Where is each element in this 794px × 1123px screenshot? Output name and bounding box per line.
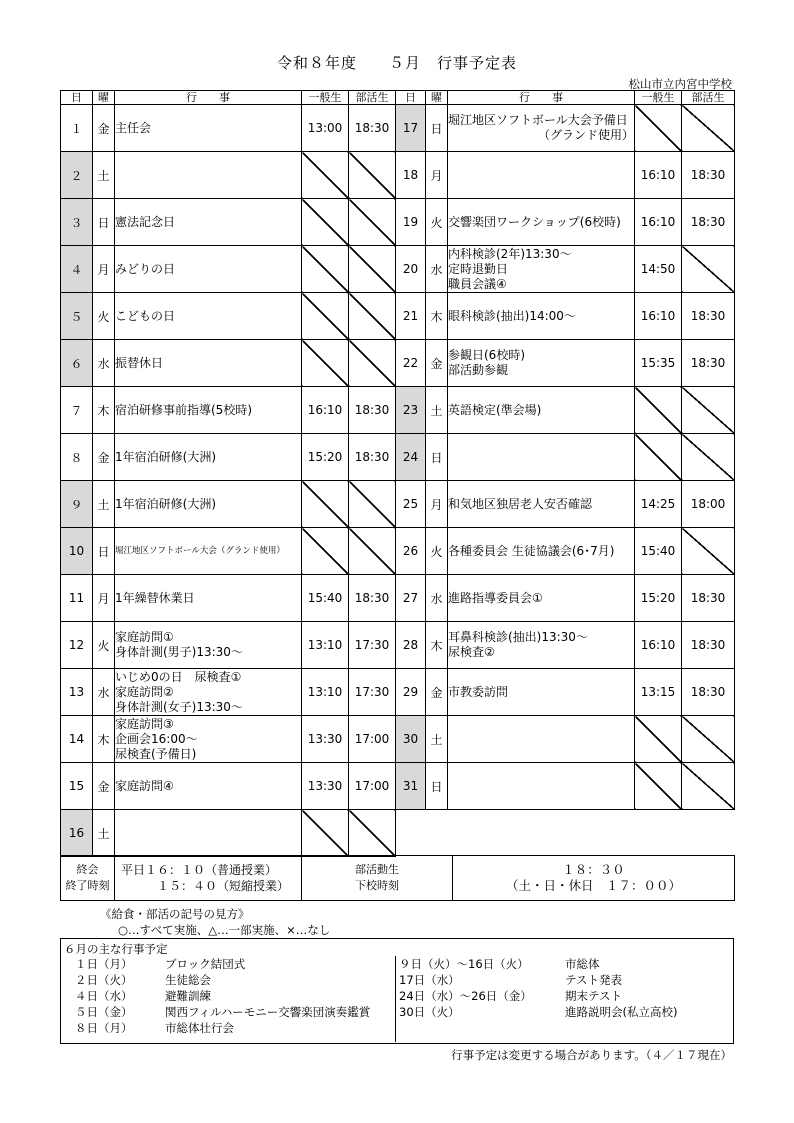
day-cell: 11 (61, 575, 93, 622)
no-time-slash (682, 716, 735, 763)
weekday-cell: 木 (93, 387, 115, 434)
club-time: 18:30 (682, 340, 735, 387)
weekday-cell: 木 (426, 293, 448, 340)
june-left-list (75, 956, 370, 1036)
weekday-time-short: １５：４０（短縮授業） (145, 879, 290, 893)
weekday-cell: 木 (426, 622, 448, 669)
day-cell: 16 (61, 810, 93, 857)
legend-text: ○…すべて実施、△…一部実施、×…なし (118, 923, 331, 937)
list-item (75, 956, 370, 972)
day-cell: 28 (396, 622, 426, 669)
weekday-cell: 月 (93, 246, 115, 293)
june-date: ５日（金） (75, 1005, 133, 1019)
legend-title: 《給食・部活の記号の見方》 (100, 907, 250, 921)
event-cell: 和気地区独居老人安否確認 (448, 481, 635, 528)
club-dismiss-label (302, 856, 453, 901)
club-dismiss-holiday: （土・日・休日 １７：００） (505, 878, 681, 893)
weekday-cell: 土 (426, 716, 448, 763)
general-time: 15:40 (635, 528, 682, 575)
no-time-slash (302, 246, 349, 293)
day-cell: ７ (61, 387, 93, 434)
no-time-slash (302, 528, 349, 575)
header-club: 部活生 (682, 91, 735, 105)
no-time-slash (302, 199, 349, 246)
june-event: テスト発表 (565, 973, 623, 987)
day-cell: 22 (396, 340, 426, 387)
weekday-cell: 月 (426, 152, 448, 199)
table-row (61, 340, 735, 387)
header-row (61, 91, 735, 105)
june-event: ブロック結団式 (165, 957, 246, 971)
event-text: 堀江地区ソフトボール大会予備日 (448, 113, 628, 127)
event-cell (448, 434, 635, 481)
event-cell: 1年宿泊研修(大洲) (115, 434, 302, 481)
no-time-slash (349, 528, 396, 575)
weekday-cell: 月 (93, 575, 115, 622)
day-cell: 24 (396, 434, 426, 481)
weekday-cell: 火 (93, 622, 115, 669)
day-cell: ３ (61, 199, 93, 246)
club-dismiss-label-2: 下校時刻 (355, 879, 399, 892)
event-cell (115, 152, 302, 199)
club-time: 18:30 (682, 575, 735, 622)
day-cell: 26 (396, 528, 426, 575)
event-cell: 交響楽団ワークショップ(6校時) (448, 199, 635, 246)
general-time: 13:15 (635, 669, 682, 716)
weekday-cell: 水 (426, 575, 448, 622)
table-row (61, 199, 735, 246)
list-item (399, 988, 677, 1004)
day-cell: 19 (396, 199, 426, 246)
day-cell: ９ (61, 481, 93, 528)
event-cell: 家庭訪問④ (115, 763, 302, 810)
club-time: 18:30 (349, 387, 396, 434)
day-cell: 10 (61, 528, 93, 575)
day-cell: 15 (61, 763, 93, 810)
event-cell: 英語検定(準会場) (448, 387, 635, 434)
no-time-slash (302, 152, 349, 199)
event-cell: 主任会 (115, 105, 302, 152)
general-time: 13:00 (302, 105, 349, 152)
event-cell: 参観日(6校時) 部活動参観 (448, 340, 635, 387)
day-cell: 17 (396, 105, 426, 152)
event-cell: みどりの日 (115, 246, 302, 293)
weekday-cell: 金 (93, 763, 115, 810)
list-item (399, 956, 677, 972)
june-event: 期末テスト (565, 989, 623, 1003)
school-name: 松山市立内宮中学校 (628, 77, 732, 91)
weekday-cell: 土 (93, 481, 115, 528)
day-cell: １ (61, 105, 93, 152)
weekday-cell: 金 (93, 105, 115, 152)
weekday-cell: 金 (426, 669, 448, 716)
page-title: 令和８年度 ５月 行事予定表 (276, 54, 517, 72)
day-cell: ４ (61, 246, 93, 293)
club-time: 18:30 (682, 152, 735, 199)
list-item (75, 988, 370, 1004)
event-cell: 宿泊研修事前指導(5校時) (115, 387, 302, 434)
day-cell: 20 (396, 246, 426, 293)
header-weekday: 曜 (93, 91, 115, 105)
weekday-cell: 木 (93, 716, 115, 763)
day-cell: ５ (61, 293, 93, 340)
no-time-slash (349, 340, 396, 387)
no-time-slash (302, 340, 349, 387)
weekday-cell: 日 (93, 199, 115, 246)
weekday-cell: 土 (426, 387, 448, 434)
no-time-slash (682, 763, 735, 810)
club-time: 18:30 (682, 622, 735, 669)
day-cell: 21 (396, 293, 426, 340)
table-row (61, 152, 735, 199)
header-general: 一般生 (302, 91, 349, 105)
no-time-slash (682, 434, 735, 481)
general-time: 16:10 (635, 152, 682, 199)
general-time: 16:10 (635, 622, 682, 669)
list-item (75, 1004, 370, 1020)
weekday-cell: 日 (426, 105, 448, 152)
general-time: 14:25 (635, 481, 682, 528)
event-cell: 家庭訪問③ 企画会16:00～ 尿検査(予備日) (115, 716, 302, 763)
event-cell: 各種委員会 生徒協議会(6･7月) (448, 528, 635, 575)
no-time-slash (302, 810, 349, 857)
june-title: ６月の主な行事予定 (64, 942, 168, 956)
day-cell: 13 (61, 669, 93, 716)
june-date: 24日（水）～26日（金） (399, 989, 532, 1003)
no-time-slash (349, 810, 396, 857)
table-row (61, 763, 735, 810)
no-time-slash (635, 387, 682, 434)
june-date: 17日（水） (399, 973, 460, 987)
list-item (75, 1020, 370, 1036)
club-time: 18:30 (682, 669, 735, 716)
no-time-slash (302, 293, 349, 340)
no-time-slash (635, 716, 682, 763)
june-event: 生徒総会 (165, 973, 211, 987)
no-time-slash (635, 434, 682, 481)
empty-cell (396, 810, 735, 857)
header-weekday: 曜 (426, 91, 448, 105)
no-time-slash (682, 387, 735, 434)
table-row (61, 622, 735, 669)
event-cell (448, 152, 635, 199)
weekday-cell: 日 (426, 434, 448, 481)
weekday-cell: 土 (93, 152, 115, 199)
weekday-cell: 水 (426, 246, 448, 293)
header-day: 日 (396, 91, 426, 105)
event-cell: こどもの日 (115, 293, 302, 340)
list-item (75, 972, 370, 988)
june-events-box (60, 938, 734, 1044)
table-row (61, 434, 735, 481)
club-time: 17:00 (349, 716, 396, 763)
club-time: 17:00 (349, 763, 396, 810)
weekday-cell: 金 (426, 340, 448, 387)
general-time: 13:10 (302, 622, 349, 669)
weekday-cell: 月 (426, 481, 448, 528)
club-time: 18:30 (349, 575, 396, 622)
club-label-1: 終会 (76, 863, 99, 876)
table-row (61, 387, 735, 434)
event-cell: 進路指導委員会① (448, 575, 635, 622)
table-row (61, 810, 735, 857)
general-time: 13:30 (302, 763, 349, 810)
club-label-2: 終了時刻 (65, 879, 110, 892)
general-time: 14:50 (635, 246, 682, 293)
june-date: ８日（月） (75, 1021, 133, 1035)
club-dismiss-time: １８：３０ (562, 862, 625, 877)
no-time-slash (682, 528, 735, 575)
day-cell: 12 (61, 622, 93, 669)
day-cell: 25 (396, 481, 426, 528)
header-day: 日 (61, 91, 93, 105)
no-time-slash (682, 246, 735, 293)
no-time-slash (349, 199, 396, 246)
table-row (61, 669, 735, 716)
june-event: 避難訓練 (165, 989, 211, 1003)
weekday-cell: 金 (93, 434, 115, 481)
event-cell: 1年繰替休業日 (115, 575, 302, 622)
no-time-slash (349, 152, 396, 199)
no-time-slash (349, 481, 396, 528)
table-row (61, 528, 735, 575)
general-time: 16:10 (635, 199, 682, 246)
june-date: 30日（火） (399, 1005, 460, 1019)
club-dismiss-label-1: 部活動生 (355, 863, 399, 876)
general-time: 15:40 (302, 575, 349, 622)
club-time: 18:30 (349, 105, 396, 152)
footer-note: 行事予定は変更する場合があります。（４／１７現在） (451, 1048, 732, 1062)
club-time: 17:30 (349, 622, 396, 669)
day-cell: 14 (61, 716, 93, 763)
club-time: 18:30 (682, 293, 735, 340)
weekday-cell: 土 (93, 810, 115, 857)
june-right-list (399, 956, 677, 1020)
header-event: 行 事 (448, 91, 635, 105)
general-time: 15:20 (635, 575, 682, 622)
weekday-times (115, 856, 302, 901)
header-event: 行 事 (115, 91, 302, 105)
list-item (399, 972, 677, 988)
event-note: （グランド使用） (537, 128, 634, 142)
club-end-time-table (60, 855, 735, 901)
no-time-slash (682, 105, 735, 152)
event-cell: 内科検診(2年)13:30～ 定時退勤日 職員会議④ (448, 246, 635, 293)
club-label (61, 856, 115, 901)
event-cell: 家庭訪問① 身体計測(男子)13:30～ (115, 622, 302, 669)
general-time: 13:30 (302, 716, 349, 763)
weekday-cell: 日 (426, 763, 448, 810)
table-row (61, 481, 735, 528)
list-item (399, 1004, 677, 1020)
general-time: 15:35 (635, 340, 682, 387)
no-time-slash (635, 763, 682, 810)
event-cell: 眼科検診(抽出)14:00～ (448, 293, 635, 340)
day-cell: 27 (396, 575, 426, 622)
table-row (61, 105, 735, 152)
june-event: 進路説明会(私立高校) (565, 1005, 678, 1019)
table-row (61, 716, 735, 763)
day-cell: 29 (396, 669, 426, 716)
june-event: 市総体 (565, 957, 600, 971)
day-cell: ８ (61, 434, 93, 481)
event-cell: 1年宿泊研修(大洲) (115, 481, 302, 528)
weekday-cell: 火 (426, 199, 448, 246)
event-cell (448, 763, 635, 810)
weekday-cell: 火 (93, 293, 115, 340)
general-time: 16:10 (302, 387, 349, 434)
weekday-cell: 水 (93, 669, 115, 716)
weekday-time-normal: 平日１６：１０（普通授業） (121, 863, 278, 877)
june-event: 市総体壮行会 (165, 1021, 234, 1035)
general-time: 15:20 (302, 434, 349, 481)
club-dismiss-times (453, 856, 735, 901)
event-cell (448, 716, 635, 763)
no-time-slash (635, 105, 682, 152)
weekday-cell: 火 (426, 528, 448, 575)
table-row (61, 293, 735, 340)
club-time: 18:30 (682, 199, 735, 246)
schedule-table (60, 90, 735, 857)
event-cell: 振替休日 (115, 340, 302, 387)
club-time: 18:30 (349, 434, 396, 481)
june-date: １日（月） (75, 957, 133, 971)
day-cell: 30 (396, 716, 426, 763)
general-time: 16:10 (635, 293, 682, 340)
day-cell: ６ (61, 340, 93, 387)
june-date: ２日（火） (75, 973, 133, 987)
no-time-slash (302, 481, 349, 528)
event-cell: 耳鼻科検診(抽出)13:30～ 尿検査② (448, 622, 635, 669)
weekday-cell: 日 (93, 528, 115, 575)
event-cell: 堀江地区ソフトボール大会（グランド使用） (115, 528, 302, 575)
club-time: 18:00 (682, 481, 735, 528)
event-cell: いじめ0の日 尿検査① 家庭訪問② 身体計測(女子)13:30～ (115, 669, 302, 716)
event-cell: 市教委訪問 (448, 669, 635, 716)
day-cell: 23 (396, 387, 426, 434)
general-time: 13:10 (302, 669, 349, 716)
event-cell (448, 105, 635, 152)
june-date: ４日（水） (75, 989, 133, 1003)
day-cell: 31 (396, 763, 426, 810)
no-time-slash (349, 246, 396, 293)
header-club: 部活生 (349, 91, 396, 105)
header-general: 一般生 (635, 91, 682, 105)
table-row (61, 246, 735, 293)
june-event: 関西フィルハーモニー交響楽団演奏鑑賞 (165, 1005, 371, 1019)
june-divider (395, 956, 396, 1042)
event-cell (115, 810, 302, 857)
weekday-cell: 水 (93, 340, 115, 387)
no-time-slash (349, 293, 396, 340)
day-cell: 18 (396, 152, 426, 199)
event-cell: 憲法記念日 (115, 199, 302, 246)
club-time: 17:30 (349, 669, 396, 716)
june-date: ９日（火）～16日（火） (399, 957, 529, 971)
table-row (61, 575, 735, 622)
day-cell: ２ (61, 152, 93, 199)
